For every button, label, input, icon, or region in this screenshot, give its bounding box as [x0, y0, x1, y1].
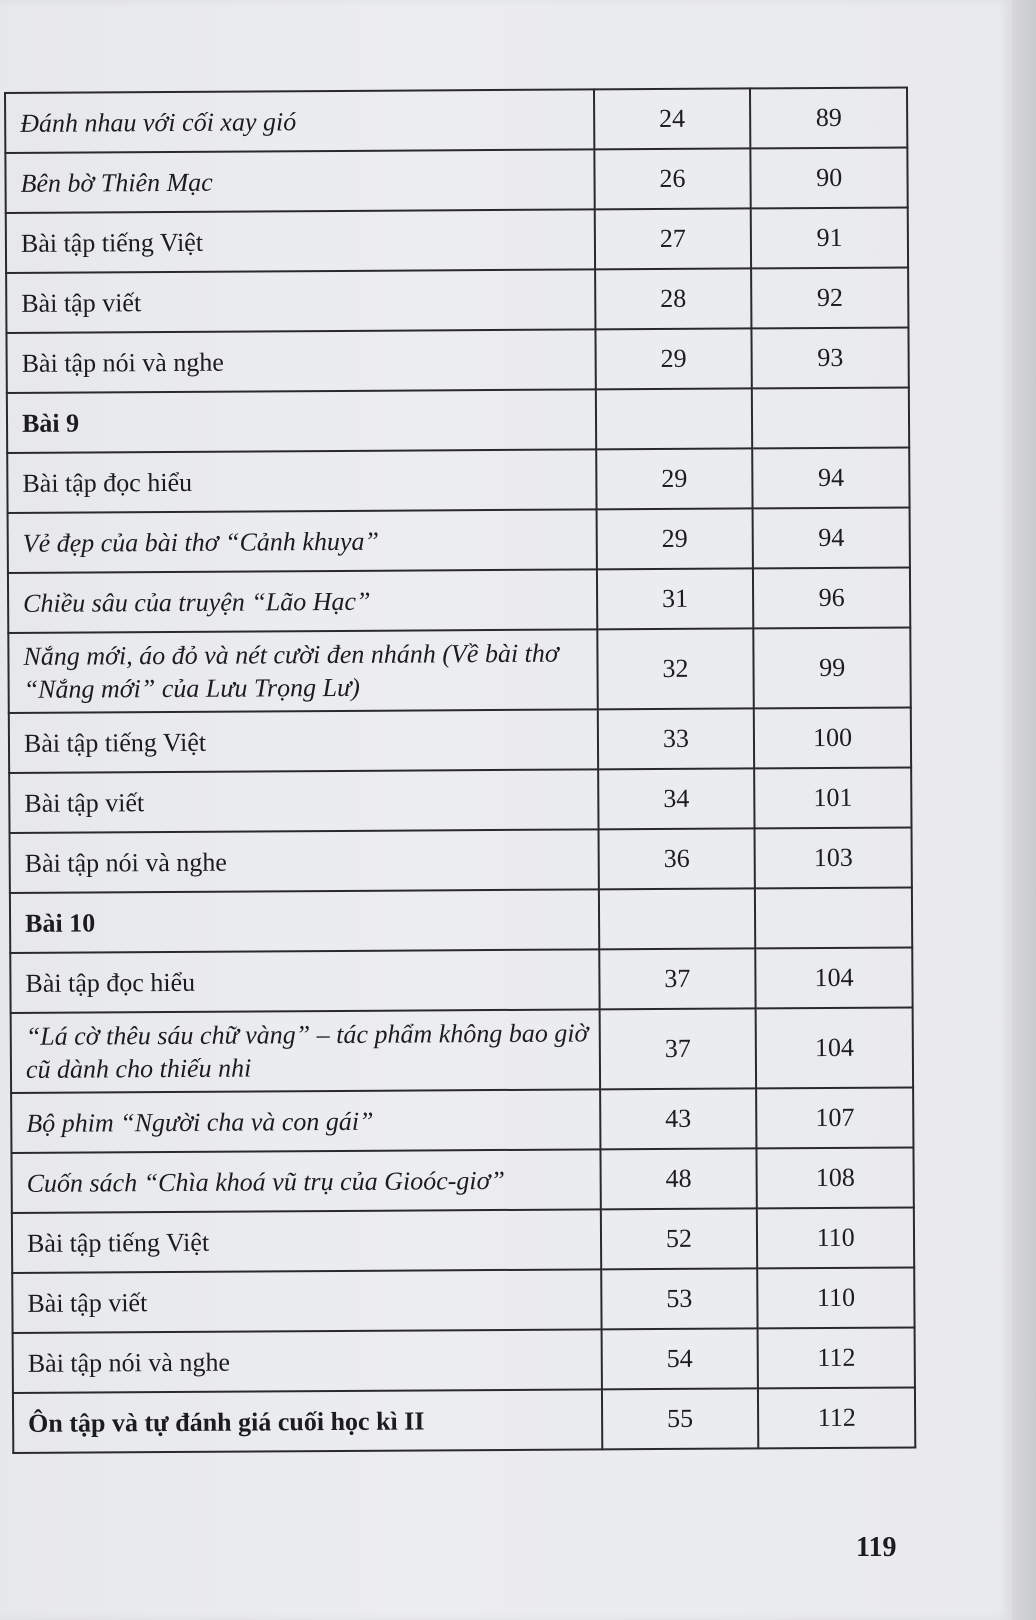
toc-row: [10, 887, 912, 953]
toc-entry-title: Bài 9: [7, 389, 596, 453]
toc-entry-page-b: 94: [753, 507, 910, 568]
toc-row: [8, 567, 910, 633]
toc-entry-page-a: 33: [597, 708, 754, 769]
toc-entry-page-a: 26: [594, 148, 751, 209]
toc-row: [12, 1267, 914, 1333]
toc-entry-page-a: 29: [596, 448, 753, 509]
toc-entry-page-b: 104: [756, 947, 913, 1008]
toc-entry-title: Bài tập tiếng Việt: [6, 209, 595, 273]
toc-body: [5, 87, 915, 1452]
toc-entry-page-a: [598, 888, 755, 949]
toc-entry-title: Đánh nhau với cối xay gió: [5, 89, 594, 153]
toc-row: [9, 767, 911, 833]
toc-row: [13, 1387, 915, 1453]
toc-entry-page-a: [595, 388, 752, 449]
page-number: 119: [856, 1532, 897, 1563]
toc-entry-page-b: 89: [750, 87, 907, 148]
toc-entry-title: Bài tập nói và nghe: [13, 1329, 602, 1393]
toc-entry-title: Bài 10: [10, 889, 599, 953]
table-of-contents: [4, 86, 916, 1453]
toc-entry-title: Ôn tập và tự đánh giá cuối học kì II: [13, 1389, 602, 1453]
toc-row: [13, 1327, 915, 1393]
page-edge: [1012, 0, 1036, 1620]
toc-entry-page-a: 27: [594, 208, 751, 269]
toc-entry-page-b: 90: [751, 147, 908, 208]
toc-entry-page-b: 108: [757, 1147, 914, 1208]
toc-entry-page-b: 103: [755, 827, 912, 888]
toc-entry-page-a: 54: [601, 1328, 758, 1389]
toc-entry-page-b: 94: [752, 447, 909, 508]
toc-entry-page-b: 91: [751, 207, 908, 268]
toc-entry-page-a: 24: [594, 88, 751, 149]
toc-entry-title: Bài tập viết: [12, 1269, 601, 1333]
toc-entry-page-b: 92: [751, 267, 908, 328]
toc-entry-page-a: 34: [598, 768, 755, 829]
toc-entry-page-b: 101: [754, 767, 911, 828]
toc-entry-page-a: 55: [602, 1388, 759, 1449]
toc-entry-page-a: 31: [597, 568, 754, 629]
toc-row: [8, 507, 910, 573]
toc-entry-page-a: 43: [600, 1088, 757, 1149]
toc-row: [6, 207, 908, 273]
toc-entry-title: Bài tập nói và nghe: [10, 829, 599, 893]
toc-entry-page-a: 36: [598, 828, 755, 889]
toc-entry-page-a: 48: [600, 1148, 757, 1209]
toc-row: [5, 87, 907, 153]
toc-row: [6, 327, 908, 393]
toc-entry-page-b: [755, 887, 912, 948]
toc-entry-page-b: 93: [752, 327, 909, 388]
toc-row: [10, 947, 912, 1013]
toc-row: [12, 1207, 914, 1273]
toc-entry-page-b: 96: [753, 567, 910, 628]
toc-row: [8, 627, 910, 713]
toc-row: [11, 1007, 913, 1093]
toc-entry-page-b: 107: [756, 1087, 913, 1148]
toc-row: [11, 1147, 913, 1213]
toc-row: [10, 827, 912, 893]
toc-entry-title: Bên bờ Thiên Mạc: [5, 149, 594, 213]
toc-entry-title: Bài tập tiếng Việt: [12, 1209, 601, 1273]
toc-entry-page-b: 110: [757, 1207, 914, 1268]
toc-entry-title: Nắng mới, áo đỏ và nét cười đen nhánh (Về bài thơ “Nắng mới” của Lưu Trọng Lư): [8, 629, 597, 713]
toc-entry-page-a: 37: [599, 1008, 756, 1089]
toc-row: [5, 147, 907, 213]
toc-entry-title: Bài tập đọc hiểu: [10, 949, 599, 1013]
toc-entry-page-a: 52: [600, 1208, 757, 1269]
toc-row: [11, 1087, 913, 1153]
toc-entry-title: Bài tập tiếng Việt: [9, 709, 598, 773]
toc-row: [9, 707, 911, 773]
toc-entry-page-a: 29: [596, 508, 753, 569]
toc-entry-page-b: 112: [758, 1387, 915, 1448]
toc-entry-page-a: 32: [597, 628, 754, 709]
toc-row: [7, 387, 909, 453]
toc-entry-page-b: 112: [758, 1327, 915, 1388]
toc-entry-page-b: 104: [756, 1007, 913, 1088]
toc-entry-title: Bài tập viết: [6, 269, 595, 333]
toc-entry-page-b: [752, 387, 909, 448]
toc-entry-page-a: 37: [599, 948, 756, 1009]
toc-entry-page-b: 100: [754, 707, 911, 768]
toc-row: [7, 447, 909, 513]
toc-entry-title: Bài tập viết: [9, 769, 598, 833]
toc-entry-title: Chiều sâu của truyện “Lão Hạc”: [8, 569, 597, 633]
toc-entry-page-a: 28: [595, 268, 752, 329]
toc-entry-title: Bài tập nói và nghe: [6, 329, 595, 393]
toc-entry-title: Cuốn sách “Chìa khoá vũ trụ của Gioóc-giơ”: [11, 1149, 600, 1213]
toc-entry-title: Bộ phim “Người cha và con gái”: [11, 1089, 600, 1153]
toc-row: [6, 267, 908, 333]
toc-entry-title: “Lá cờ thêu sáu chữ vàng” – tác phẩm không bao giờ cũ dành cho thiếu nhi: [11, 1009, 600, 1093]
toc-entry-page-a: 29: [595, 328, 752, 389]
toc-entry-page-b: 99: [754, 627, 911, 708]
toc-entry-page-a: 53: [601, 1268, 758, 1329]
toc-entry-title: Bài tập đọc hiểu: [7, 449, 596, 513]
toc-entry-page-b: 110: [757, 1267, 914, 1328]
toc-entry-title: Vẻ đẹp của bài thơ “Cảnh khuya”: [8, 509, 597, 573]
